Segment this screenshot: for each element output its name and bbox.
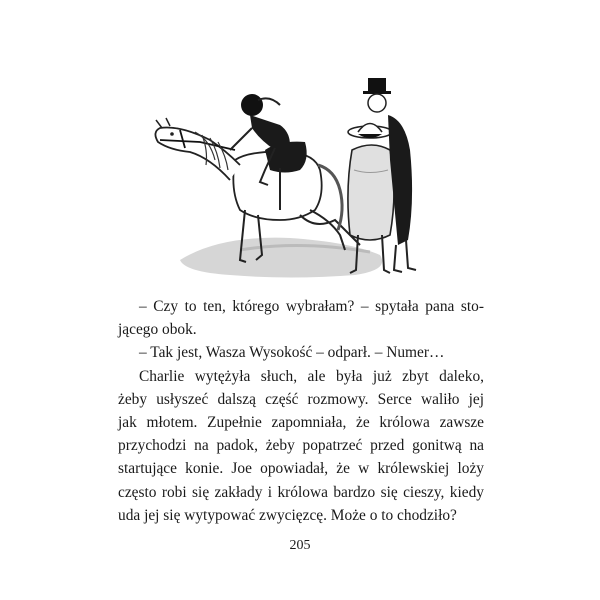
text-line: jącego obok. (118, 321, 197, 339)
paragraph-1 (118, 295, 484, 341)
text-line: jak młotem. Zupełnie zapomniała, że królowa zawsze (118, 414, 484, 432)
page-number: 205 (289, 538, 311, 553)
paragraph-2 (118, 341, 484, 364)
text-line: – Czy to ten, którego wybrałam? – spytała pana sto- (139, 298, 484, 315)
text-line: przychodzi na padok, żeby popatrzeć przed gonitwą na (118, 437, 484, 455)
paragraph-3 (118, 365, 484, 527)
text-line: – Tak jest, Wasza Wysokość – odparł. – Numer… (139, 344, 445, 362)
body-text (118, 295, 484, 527)
text-line: Charlie wytężyła słuch, ale była już zbyt daleko, (139, 367, 484, 385)
text-line: uda jej się wytypować zwycięzcę. Może o to chodziło? (118, 506, 457, 524)
horse-rider-queen-illustration-icon (140, 70, 460, 285)
text-line: startujące konie. Joe opowiadał, że w królewskiej loży (118, 460, 484, 478)
text-line: żeby usłyszeć dalszą część rozmowy. Serce waliło jej (118, 390, 484, 408)
text-line: często robi się zakłady i królowa bardzo się cieszy, kiedy (118, 483, 484, 501)
